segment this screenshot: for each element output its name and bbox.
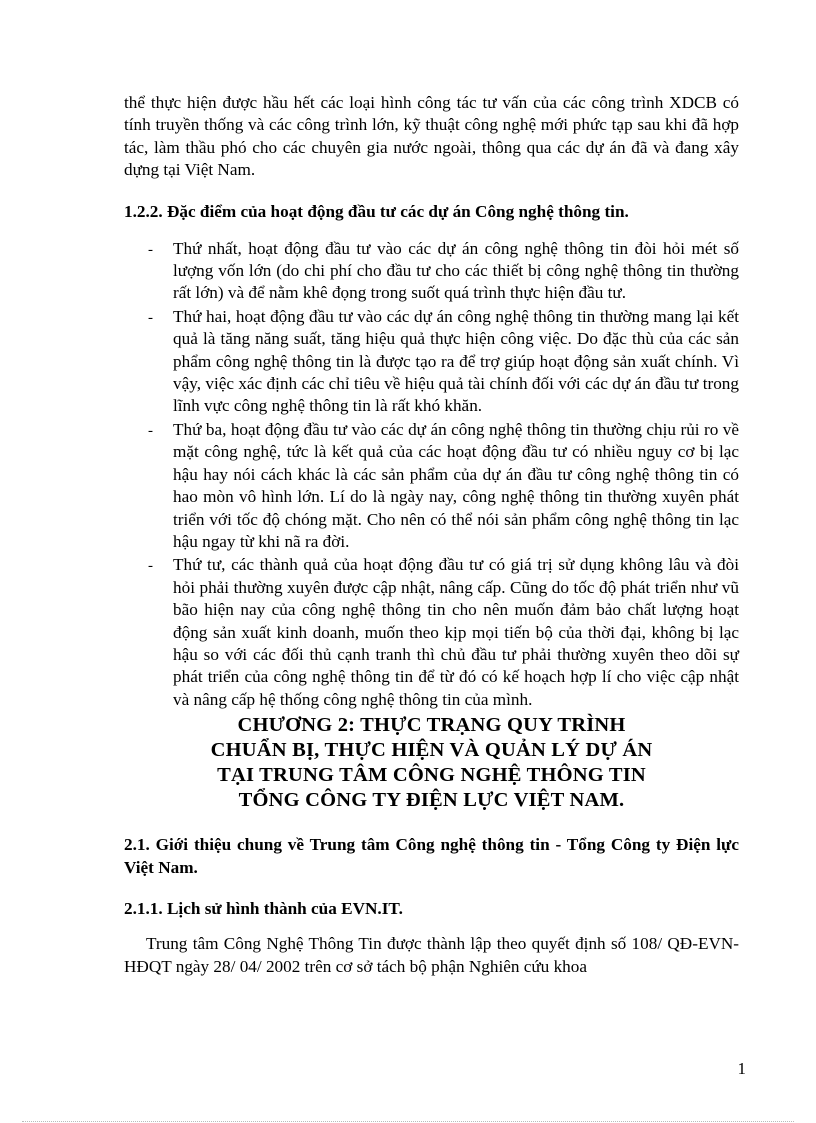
characteristics-list	[124, 238, 739, 712]
section-2-1-heading: 2.1. Giới thiệu chung về Trung tâm Công nghệ thông tin - Tổng Công ty Điện lực Việt Nam.	[124, 835, 739, 878]
bullet-dash: -	[148, 558, 153, 575]
page-bottom-divider	[22, 1121, 794, 1122]
list-item	[124, 419, 739, 553]
list-item	[124, 306, 739, 418]
bullet-dash: -	[148, 241, 153, 258]
section-2-1-1-body: Trung tâm Công Nghệ Thông Tin được thành lập theo quyết định số 108/ QĐ-EVN-HĐQT ngày 28/ 04/ 2002 trên cơ sở tách bộ phận Nghiên cứu khoa	[124, 934, 739, 976]
page-number: 1	[737, 1059, 746, 1078]
chapter-2-title	[124, 713, 739, 813]
list-item-text: Thứ ba, hoạt động đầu tư vào các dự án công nghệ thông tin thường chịu rủi ro về mặt công nghệ, tức là kết quả của các hoạt động đầu tư có nhiều nguy cơ bị lạc hậu hay nói cách khác là các sản phẩm của dự án đầu tư công nghệ thông tin có hao mòn vô hình lớn. Lí do là ngày nay, công nghệ thông tin thường xuyên phát triển với tốc độ chóng mặt. Cho nên có thể nói sản phẩm công nghệ thông tin lạc hậu ngay từ khi nã ra đời.	[173, 419, 739, 551]
chapter-title-line: CHUẨN BỊ, THỰC HIỆN VÀ QUẢN LÝ DỰ ÁN	[210, 739, 653, 762]
section-2-1-1-heading: 2.1.1. Lịch sử hình thành của EVN.IT.	[124, 899, 403, 919]
bullet-dash: -	[148, 309, 153, 326]
intro-paragraph: thể thực hiện được hầu hết các loại hình công tác tư vấn của các công trình XDCB có tính truyền thống và các công trình lớn, kỹ thuật công nghệ mới phức tạp sau khi đã hợp tác, làm thầu phó cho các chuyên gia nước ngoài, thông qua các dự án đã và đang xây dựng tại Việt Nam.	[124, 93, 739, 180]
bullet-dash: -	[148, 422, 153, 439]
list-item-text: Thứ nhất, hoạt động đầu tư vào các dự án công nghệ thông tin đòi hỏi mét số lượng vốn lớn (do chi phí cho đầu tư cho các thiết bị công nghệ thông tin thường rất lớn) và để nằm khê đọng trong suốt quá trình thực hiện đầu tư.	[173, 238, 739, 303]
list-item	[124, 238, 739, 305]
list-item	[124, 554, 739, 711]
chapter-title-line: TỔNG CÔNG TY ĐIỆN LỰC VIỆT NAM.	[238, 789, 625, 812]
list-item-text: Thứ tư, các thành quả của hoạt động đầu tư có giá trị sử dụng không lâu và đòi hỏi phải thường xuyên được cập nhật, nâng cấp. Cũng do tốc độ phát triển như vũ bão hiện nay của công nghệ thông tin cho nên muốn đảm bảo chất lượng hoạt động sản xuất kinh doanh, muốn theo kịp mọi tiến bộ của thời đại, không bị lạc hậu so với các đối thủ cạnh tranh thì chủ đầu tư phải thường xuyên theo dõi sự phát triển của công nghệ thông tin để từ đó có kế hoạch hợp lí cho việc cập nhật và nâng cấp hệ thống công nghệ thông tin của mình.	[173, 555, 739, 709]
section-1-2-2-heading: 1.2.2. Đặc điểm của hoạt động đầu tư các dự án Công nghệ thông tin.	[124, 201, 629, 221]
chapter-title-line: CHƯƠNG 2: THỰC TRẠNG QUY TRÌNH	[237, 714, 626, 737]
list-item-text: Thứ hai, hoạt động đầu tư vào các dự án công nghệ thông tin thường mang lại kết quả là tăng năng suất, tăng hiệu quả thực hiện công việc. Do đặc thù của các sản phẩm công nghệ thông tin là được tạo ra để trợ giúp hoạt động sản xuất chính. Vì vậy, việc xác định các chỉ tiêu về hiệu quả tài chính đối với các dự án đầu tư trong lĩnh vực công nghệ thông tin là rất khó khăn.	[173, 306, 739, 416]
page-content	[124, 92, 739, 978]
chapter-title-line: TẠI TRUNG TÂM CÔNG NGHỆ THÔNG TIN	[217, 764, 646, 787]
